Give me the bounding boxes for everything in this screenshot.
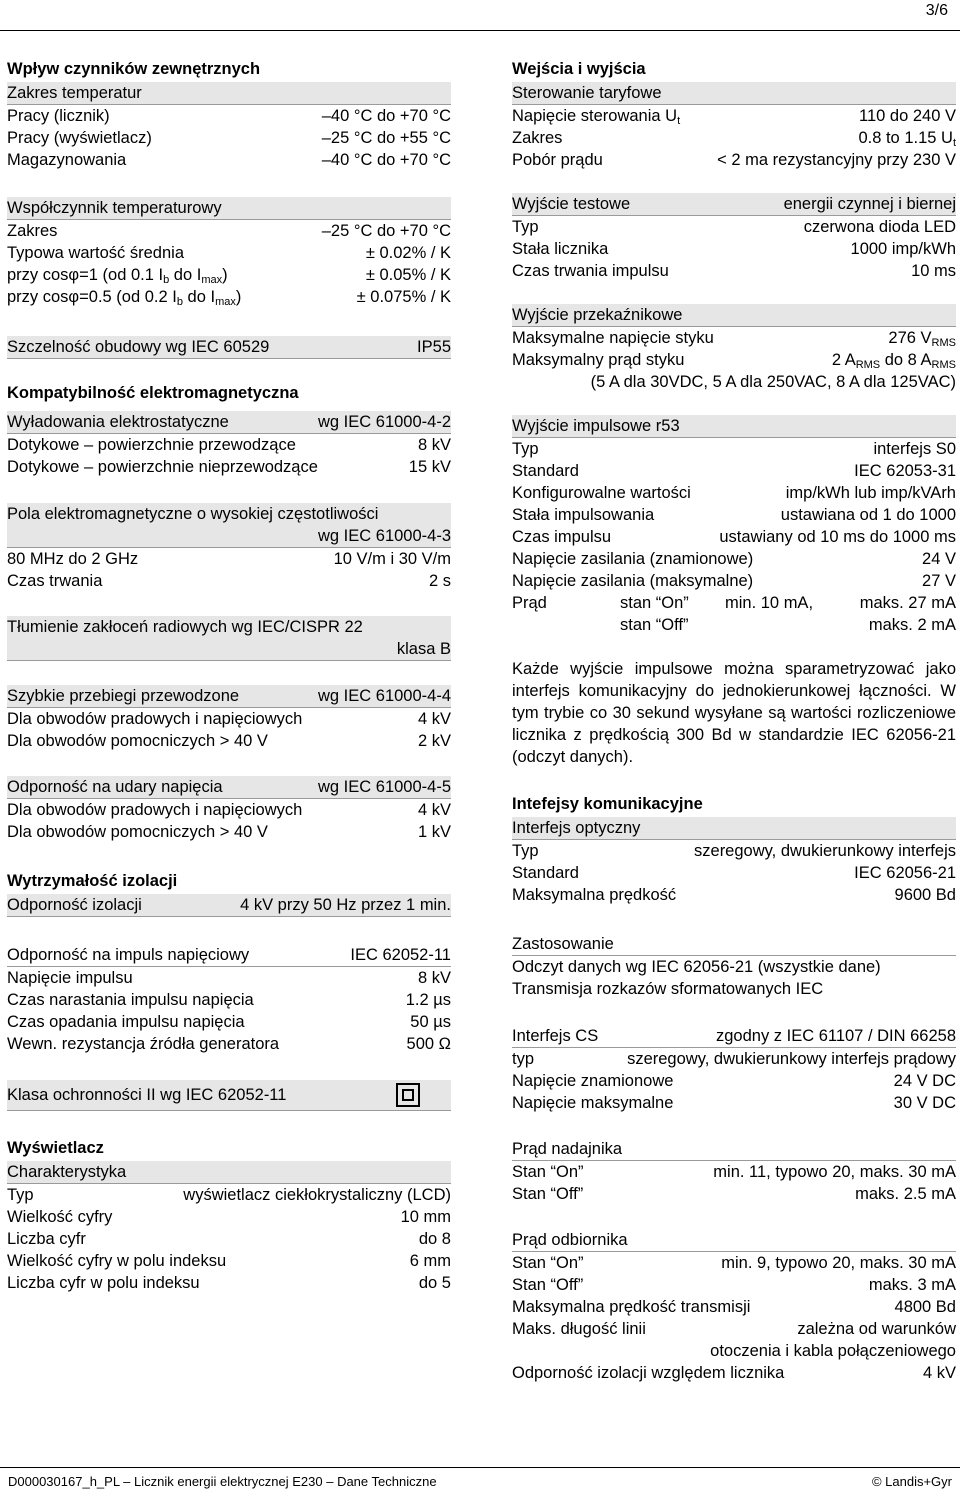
spec-row: Pracy (wyświetlacz) –25 °C do +55 °C [7,129,451,147]
spec-row: Maksymalna prędkość 9600 Bd [512,886,956,904]
test-output-section [512,193,956,282]
comm-section [512,791,956,906]
spec-row: Maksymalne napięcie styku 276 $V_{RMS}$ [512,329,956,349]
application-section [512,933,956,1000]
spec-row: Odporność izolacji względem licznika 4 kV [512,1364,956,1382]
io-section [512,56,956,171]
spec-row: Napięcie maksymalne 30 V DC [512,1094,956,1112]
spec-row: Typ szeregowy, dwukierunkowy interfejs [512,842,956,860]
spec-row: Stała impulsowania ustawiana od 1 do 1000 [512,506,956,524]
spec-row: Liczba cyfr do 8 [7,1230,451,1248]
subsection-header: Prąd odbiornika [512,1229,956,1252]
spec-row: Zakres –25 °C do +70 °C [7,222,451,240]
hf-section [7,503,451,592]
section-title: Kompatybilność elektromagnetyczna [7,384,299,402]
receiver-section [512,1229,956,1384]
section-title: Wpływ czynników zewnętrznych [7,60,261,78]
spec-row: (5 A dla 30VDC, 5 A dla 250VAC, 8 A dla 125VAC) [590,373,956,391]
spec-row: Czas trwania impulsu 10 ms [512,262,956,280]
burst-section [7,685,451,752]
spec-row: Typ interfejs S0 [512,440,956,458]
spec-row: Pobór prądu < 2 ma rezystancyjny przy 230 V [512,151,956,169]
subsection-header: Zakres temperatur [7,82,451,105]
subsection-header: Sterowanie taryfowe [512,82,956,105]
spec-row: przy cosφ=0.5 (od 0.2 $I_b$ do $I_{max}$) ± 0.075% / K [7,288,451,308]
surge-section [7,776,451,843]
spec-row: Maks. długość linii zależna od warunków [512,1320,956,1338]
spec-row: Standard IEC 62053-31 [512,462,956,480]
spec-row: Czas trwania 2 s [7,572,451,590]
spec-row: Stan “Off” maks. 3 mA [512,1276,956,1294]
cs-interface-section [512,1025,956,1114]
pulse-output-section [512,415,956,636]
external-influences-section [7,56,451,171]
subsection-header: Charakterystyka [7,1161,451,1184]
spec-row: Napięcie impulsu 8 kV [7,969,451,987]
relay-section [512,304,956,393]
spec-row: Czas opadania impulsu napięcia 50 µs [7,1013,451,1031]
spec-row: otoczenia i kabla połączeniowego [710,1342,956,1360]
spec-row: Typowa wartość średnia ± 0.02% / K [7,244,451,262]
spec-row: Wewn. rezystancja źródła generatora 500 Ω [7,1035,451,1053]
spec-row: Dla obwodów pomocniczych > 40 V 2 kV [7,732,451,750]
spec-row: Typ czerwona dioda LED [512,218,956,236]
top-divider [0,30,960,31]
transmitter-section [512,1138,956,1205]
spec-row: Maksymalna prędkość transmisji 4800 Bd [512,1298,956,1316]
protection-class-row: Klasa ochronności II wg IEC 62052-11 [7,1080,451,1111]
protection-class-ii-icon [396,1083,420,1107]
spec-row: 80 MHz do 2 GHz 10 V/m i 30 V/m [7,550,451,568]
subsection-header: Wyjście impulsowe r53 [512,415,956,438]
list-item: Odczyt danych wg IEC 62056-21 (wszystkie dane) [512,958,881,976]
cispr-section [7,616,451,661]
spec-row: Stan “On” min. 9, typowo 20, maks. 30 mA [512,1254,956,1272]
spec-row: Liczba cyfr w polu indeksu do 5 [7,1274,451,1292]
section-title: Wyświetlacz [7,1139,104,1157]
spec-row: typ szeregowy, dwukierunkowy interfejs prądowy [512,1050,956,1068]
spec-row: przy cosφ=1 (od 0.1 $I_b$ do $I_{max}$) ± 0.05% / K [7,266,451,286]
display-section [7,1135,451,1294]
subsection-header: Odporność na impuls napięciowy IEC 62052-11 [7,944,451,967]
section-title: Wejścia i wyjścia [512,60,646,78]
spec-row: Magazynowania –40 °C do +70 °C [7,151,451,169]
subsection-header: Wyjście przekaźnikowe [512,304,956,327]
section-title: Intefejsy komunikacyjne [512,795,703,813]
list-item: Transmisja rozkazów sformatowanych IEC [512,980,824,998]
subsection-header: Zastosowanie [512,933,956,956]
spec-row: Pracy (licznik) –40 °C do +70 °C [7,107,451,125]
esd-section [7,411,451,478]
spec-row: Maksymalny prąd styku 2 $A_{RMS}$ do 8 $A_{RMS}$ [512,351,956,371]
emc-section [7,380,451,406]
subsection-header: Wyładowania elektrostatyczne wg IEC 61000-4-2 [7,411,451,434]
spec-row: Wielkość cyfry 10 mm [7,1208,451,1226]
spec-row: Dotykowe – powierzchnie nieprzewodzące 15 kV [7,458,451,476]
spec-row: Stan “On” min. 11, typowo 20, maks. 30 mA [512,1163,956,1181]
spec-row: Czas impulsu ustawiany od 10 ms do 1000 ms [512,528,956,546]
spec-row: Konfigurowalne wartości imp/kWh lub imp/kVArh [512,484,956,502]
spec-row: Odporność izolacji 4 kV przy 50 Hz przez 1 min. [7,894,451,917]
subsection-header: Szybkie przebiegi przewodzone wg IEC 61000-4-4 [7,685,451,708]
spec-row: Standard IEC 62056-21 [512,864,956,882]
spec-row: Dla obwodów pomocniczych > 40 V 1 kV [7,823,451,841]
spec-row: Typ wyświetlacz ciekłokrystaliczny (LCD) [7,1186,451,1204]
spec-row: Stała licznika 1000 imp/kWh [512,240,956,258]
insulation-section [7,868,451,917]
spec-row: Napięcie zasilania (znamionowe) 24 V [512,550,956,568]
subsection-header: Współczynnik temperaturowy [7,197,451,220]
subsection-header: Wyjście testowe energii czynnej i biernej [512,193,956,216]
spec-row: Dla obwodów pradowych i napięciowych 4 kV [7,710,451,728]
impulse-section [7,944,451,1055]
spec-row: Napięcie znamionowe 24 V DC [512,1072,956,1090]
spec-row: Prąd stan “On” min. 10 mA, maks. 27 mA [512,594,956,612]
subsection-header: Prąd nadajnika [512,1138,956,1161]
subsection-header: Odporność na udary napięcia wg IEC 61000-4-5 [7,776,451,799]
page-number: 3/6 [925,2,948,19]
footer-divider [0,1467,960,1468]
spec-row: Napięcie zasilania (maksymalne) 27 V [512,572,956,590]
ip-section [7,336,451,359]
spec-row: stan “Off” maks. 2 mA [620,616,956,634]
subsection-header: Interfejs optyczny [512,817,956,840]
spec-row: Dla obwodów pradowych i napięciowych 4 kV [7,801,451,819]
spec-row: Napięcie sterowania $U_t$ 110 do 240 V [512,107,956,127]
footer-copyright: © Landis+Gyr [871,1474,952,1489]
footer [8,1474,952,1489]
ip-row: Szczelność obudowy wg IEC 60529 IP55 [7,336,451,359]
spec-row: Zakres 0.8 to 1.15 $U_t$ [512,129,956,149]
pulse-paragraph: Każde wyjście impulsowe można sparametryzować jako interfejs komunikacyjny do jednokierunkowej łączności. W tym trybie co 30 sekund wysyłane są wartości rozliczeniowe licznika z prędkością 300 Bd w standardzie IEC 62056-21 (odczyt danych). [512,660,956,766]
section-title: Wytrzymałość izolacji [7,872,178,890]
footer-doc-id: D000030167_h_PL – Licznik energii elektrycznej E230 – Dane Techniczne [8,1474,437,1489]
spec-row: Stan “Off” maks. 2.5 mA [512,1185,956,1203]
subsection-header: Interfejs CS zgodny z IEC 61107 / DIN 66258 [512,1025,956,1048]
spec-row: Czas narastania impulsu napięcia 1.2 µs [7,991,451,1009]
spec-row: Dotykowe – powierzchnie przewodzące 8 kV [7,436,451,454]
subsection-header: Tłumienie zakłoceń radiowych wg IEC/CISPR 22 klasa B [7,616,451,661]
spec-row: Wielkość cyfry w polu indeksu 6 mm [7,1252,451,1270]
temp-coefficient-section [7,197,451,308]
protection-class-section [7,1080,451,1110]
subsection-header: Pola elektromagnetyczne o wysokiej częstotliwości wg IEC 61000-4-3 [7,503,451,548]
